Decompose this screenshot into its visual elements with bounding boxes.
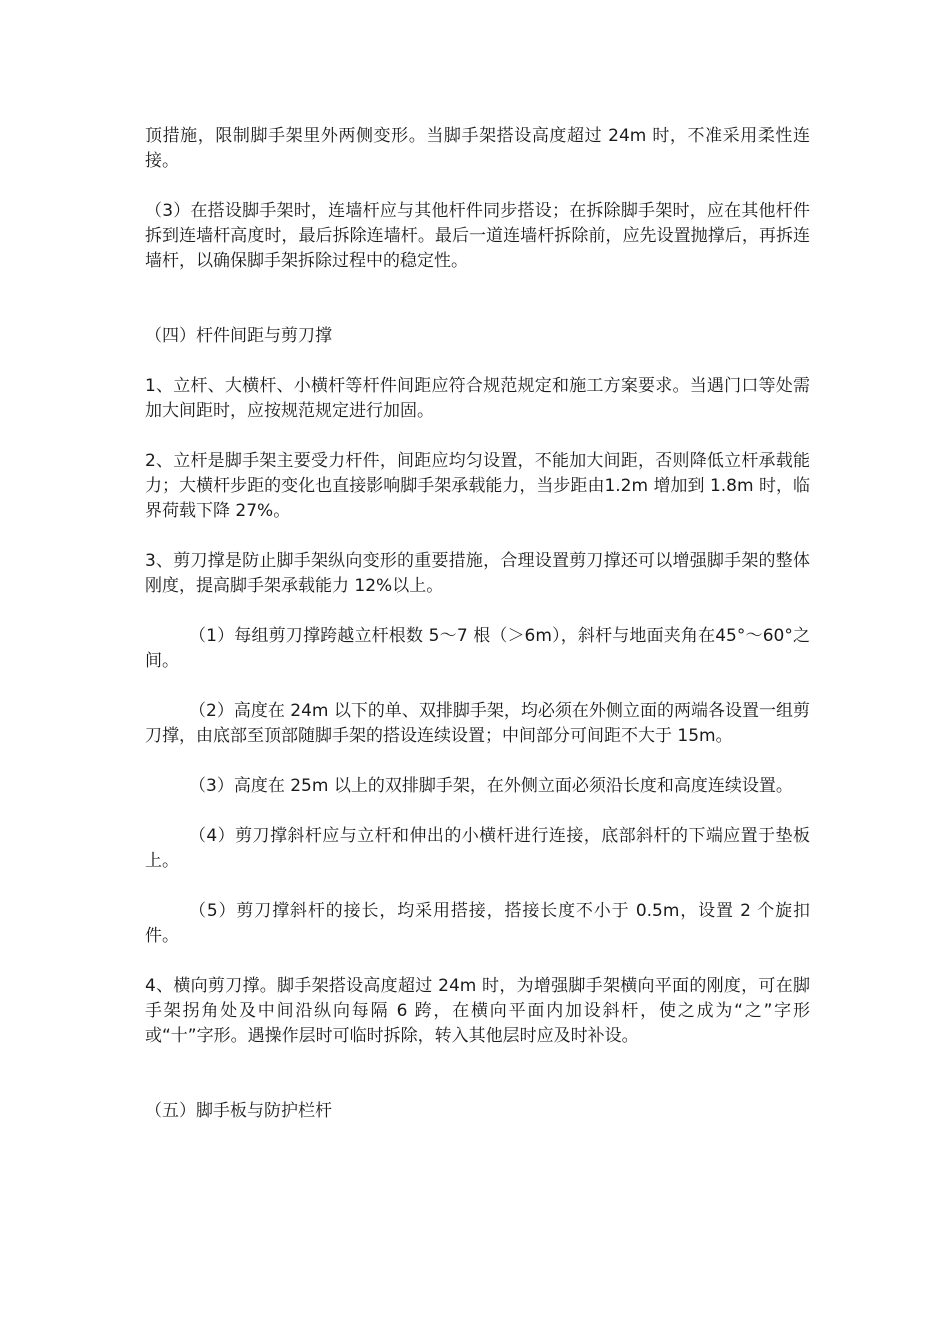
section-heading-5: （五）脚手板与防护栏杆 <box>145 1101 332 1121</box>
paragraph-subitem-2: （2）高度在 24m 以下的单、双排脚手架，均必须在外侧立面的两端各设置一组剪刀撑，由底部至顶部随脚手架的搭设连续设置；中间部分可间距不大于 15m。 <box>145 701 810 746</box>
paragraph-item-4: 4、横向剪刀撑。脚手架搭设高度超过 24m 时，为增强脚手架横向平面的刚度，可在脚手架拐角处及中间沿纵向每隔 6 跨，在横向平面内加设斜杆，使之成为“之”字形或“十”字形。遇操作层时可临时拆除，转入其他层时应及时补设。 <box>145 976 810 1046</box>
paragraph-continuation: 顶措施，限制脚手架里外两侧变形。当脚手架搭设高度超过 24m 时，不准采用柔性连接。 <box>145 126 810 171</box>
paragraph-item-3: 3、剪刀撑是防止脚手架纵向变形的重要措施，合理设置剪刀撑还可以增强脚手架的整体刚度，提高脚手架承载能力 12%以上。 <box>145 551 810 596</box>
paragraph-subitem-5: （5）剪刀撑斜杆的接长，均采用搭接，搭接长度不小于 0.5m，设置 2 个旋扣件。 <box>145 901 810 946</box>
paragraph-wall-tie-3: （3）在搭设脚手架时，连墙杆应与其他杆件同步搭设；在拆除脚手架时，应在其他杆件拆到连墙杆高度时，最后拆除连墙杆。最后一道连墙杆拆除前，应先设置抛撑后，再拆连墙杆，以确保脚手架拆除过程中的稳定性。 <box>145 201 810 271</box>
document-body <box>145 124 810 1124</box>
paragraph-subitem-1: （1）每组剪刀撑跨越立杆根数 5～7 根（＞6m），斜杆与地面夹角在45°～60°之间。 <box>145 626 810 671</box>
paragraph-item-2: 2、立杆是脚手架主要受力杆件，间距应均匀设置，不能加大间距，否则降低立杆承载能力；大横杆步距的变化也直接影响脚手架承载能力，当步距由1.2m 增加到 1.8m 时，临界荷载下降 27%。 <box>145 451 810 521</box>
paragraph-subitem-4: （4）剪刀撑斜杆应与立杆和伸出的小横杆进行连接，底部斜杆的下端应置于垫板上。 <box>145 826 810 871</box>
paragraph-item-1: 1、立杆、大横杆、小横杆等杆件间距应符合规范规定和施工方案要求。当遇门口等处需加大间距时，应按规范规定进行加固。 <box>145 376 810 421</box>
section-heading-4: （四）杆件间距与剪刀撑 <box>145 326 332 346</box>
paragraph-subitem-3: （3）高度在 25m 以上的双排脚手架，在外侧立面必须沿长度和高度连续设置。 <box>189 776 793 796</box>
